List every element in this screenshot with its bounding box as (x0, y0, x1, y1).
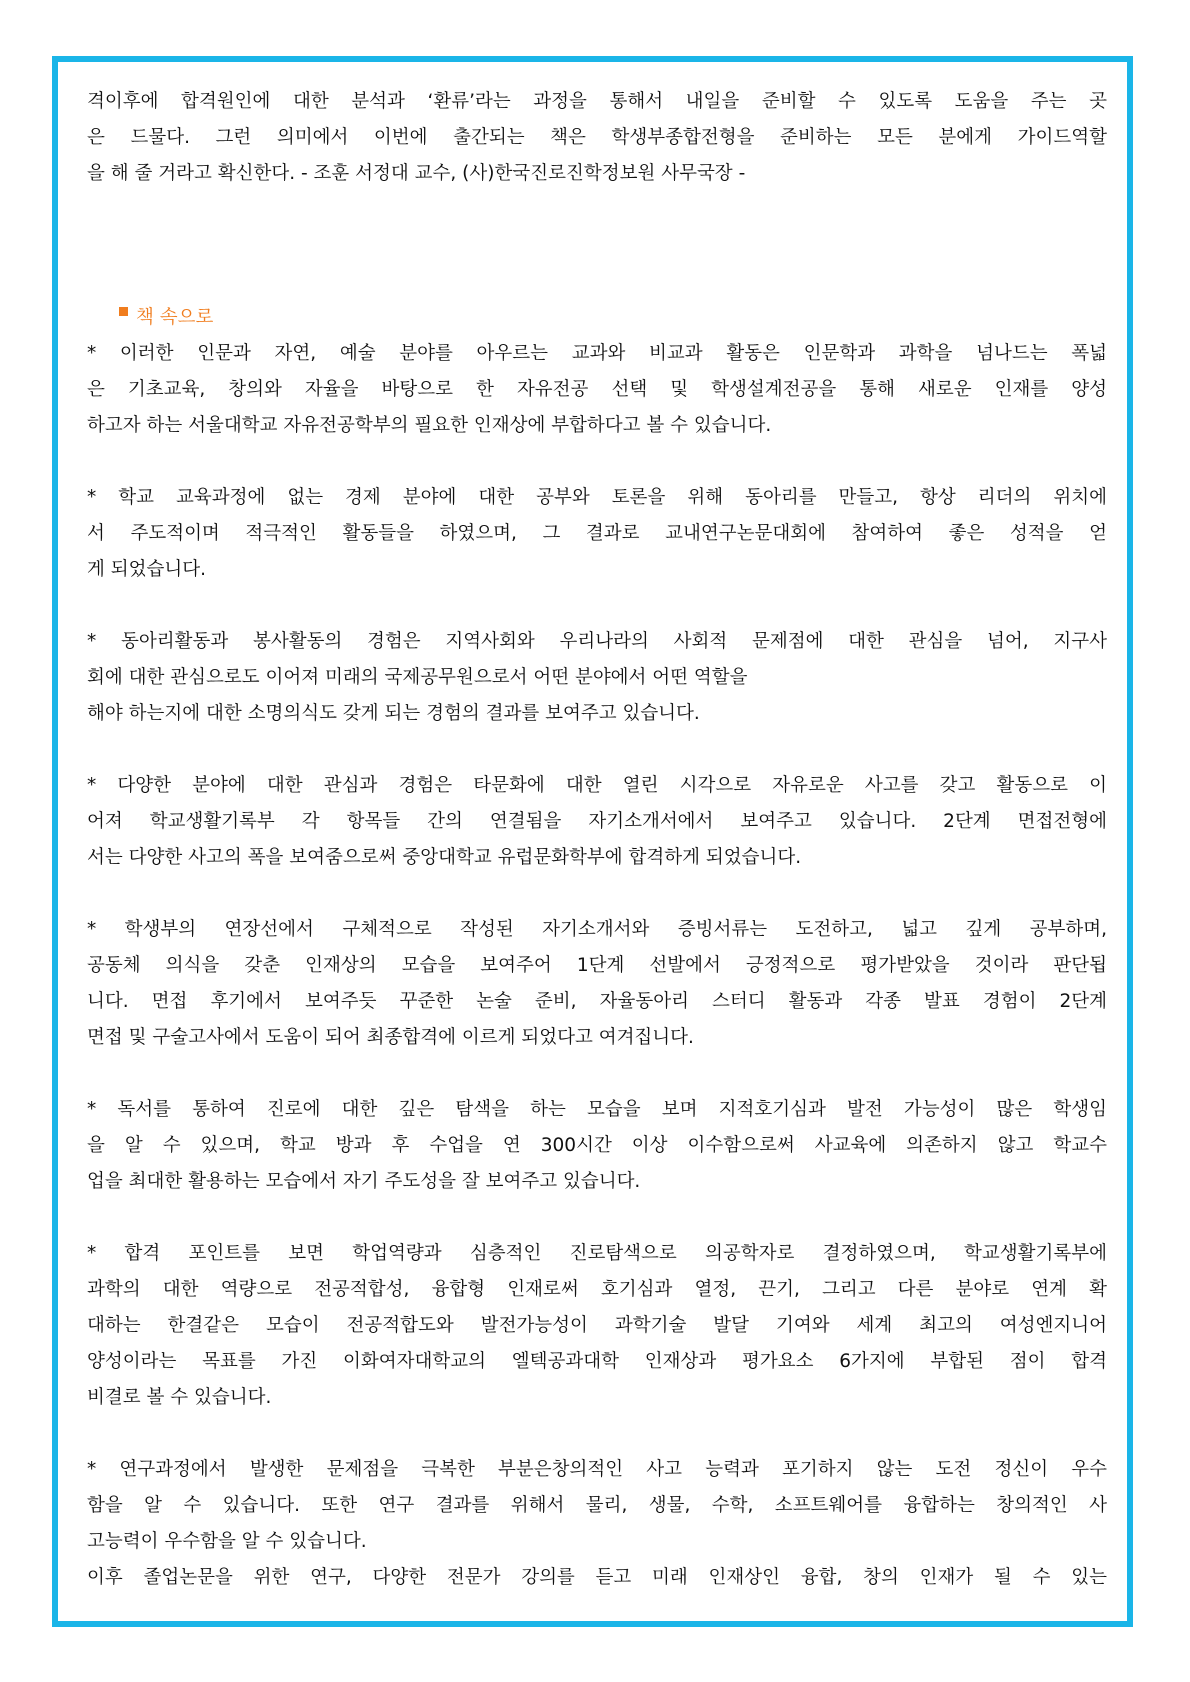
paragraph-line: * 학교 교육과정에 없는 경제 분야에 대한 공부와 토론을 위해 동아리를 만들고, 항상 리더의 위치에 (87, 487, 1107, 508)
intro-line: 을 해 줄 거라고 확신한다. - 조훈 서정대 교수, (사)한국진로진학정보원 사무국장 - (87, 163, 746, 184)
paragraph-line: 은 기초교육, 창의와 자율을 바탕으로 한 자유전공 선택 및 학생설계전공을 통해 새로운 인재를 양성 (87, 379, 1107, 400)
paragraph-line: 업을 최대한 활용하는 모습에서 자기 주도성을 잘 보여주고 있습니다. (87, 1171, 641, 1192)
paragraph-line: 해야 하는지에 대한 소명의식도 갖게 되는 경험의 결과를 보여주고 있습니다. (87, 703, 700, 724)
paragraph-line: * 연구과정에서 발생한 문제점을 극복한 부분은창의적인 사고 능력과 포기하지 않는 도전 정신이 우수 (87, 1459, 1107, 1480)
paragraph-line: 면접 및 구술고사에서 도움이 되어 최종합격에 이르게 되었다고 여겨집니다. (87, 1027, 694, 1048)
paragraph-line: * 합격 포인트를 보면 학업역량과 심층적인 진로탐색으로 의공학자로 결정하였으며, 학교생활기록부에 (87, 1243, 1107, 1264)
square-bullet-icon (119, 307, 128, 316)
paragraph-line: 과학의 대한 역량으로 전공적합성, 융합형 인재로써 호기심과 열정, 끈기, 그리고 다른 분야로 연계 확 (87, 1279, 1107, 1300)
paragraph-line: 어져 학교생활기록부 각 항목들 간의 연결됨을 자기소개서에서 보여주고 있습니다. 2단계 면접전형에 (87, 811, 1107, 832)
paragraph-line: 양성이라는 목표를 가진 이화여자대학교의 엘텍공과대학 인재상과 평가요소 6가지에 부합된 점이 합격 (87, 1351, 1107, 1372)
paragraph-line: 대하는 한결같은 모습이 전공적합도와 발전가능성이 과학기술 발달 기여와 세계 최고의 여성엔지니어 (87, 1315, 1107, 1336)
intro-quote (87, 84, 1107, 192)
paragraph-line: * 학생부의 연장선에서 구체적으로 작성된 자기소개서와 증빙서류는 도전하고, 넓고 깊게 공부하며, (87, 919, 1107, 940)
paragraph-5 (87, 912, 1107, 1056)
paragraph-line: 회에 대한 관심으로도 이어져 미래의 국제공무원으로서 어떤 분야에서 어떤 역할을 (87, 667, 748, 688)
paragraph-7 (87, 1236, 1107, 1416)
paragraph-line: 니다. 면접 후기에서 보여주듯 꾸준한 논술 준비, 자율동아리 스터디 활동과 각종 발표 경험이 2단계 (87, 991, 1107, 1012)
document-body (87, 84, 1107, 1596)
paragraph-line: 함을 알 수 있습니다. 또한 연구 결과를 위해서 물리, 생물, 수학, 소프트웨어를 융합하는 창의적인 사 (87, 1495, 1107, 1516)
paragraph-6 (87, 1092, 1107, 1200)
section-heading (119, 300, 1107, 336)
paragraph-line: 공동체 의식을 갖춘 인재상의 모습을 보여주어 1단계 선발에서 긍정적으로 평가받았을 것이라 판단됩 (87, 955, 1107, 976)
paragraph-line: 을 알 수 있으며, 학교 방과 후 수업을 연 300시간 이상 이수함으로써 사교육에 의존하지 않고 학교수 (87, 1135, 1107, 1156)
paragraph-4 (87, 768, 1107, 876)
paragraph-line: * 동아리활동과 봉사활동의 경험은 지역사회와 우리나라의 사회적 문제점에 대한 관심을 넘어, 지구사 (87, 631, 1107, 652)
intro-line: 은 드물다. 그런 의미에서 이번에 출간되는 책은 학생부종합전형을 준비하는 모든 분에게 가이드역할 (87, 127, 1107, 148)
paragraph-8 (87, 1452, 1107, 1596)
paragraph-line: 고능력이 우수함을 알 수 있습니다. (87, 1531, 367, 1552)
paragraph-line: * 다양한 분야에 대한 관심과 경험은 타문화에 대한 열린 시각으로 자유로운 사고를 갖고 활동으로 이 (87, 775, 1107, 796)
paragraph-line: 하고자 하는 서울대학교 자유전공학부의 필요한 인재상에 부합하다고 볼 수 있습니다. (87, 415, 772, 436)
intro-line: 격이후에 합격원인에 대한 분석과 ‘환류’라는 과정을 통해서 내일을 준비할 수 있도록 도움을 주는 곳 (87, 91, 1107, 112)
paragraph-1 (87, 336, 1107, 444)
paragraph-line: 비결로 볼 수 있습니다. (87, 1387, 272, 1408)
paragraph-2 (87, 480, 1107, 588)
paragraph-line: 서 주도적이며 적극적인 활동들을 하였으며, 그 결과로 교내연구논문대회에 참여하여 좋은 성적을 얻 (87, 523, 1107, 544)
paragraph-line: 서는 다양한 사고의 폭을 보여줌으로써 중앙대학교 유럽문화학부에 합격하게 되었습니다. (87, 847, 802, 868)
paragraph-line: * 독서를 통하여 진로에 대한 깊은 탐색을 하는 모습을 보며 지적호기심과 발전 가능성이 많은 학생임 (87, 1099, 1107, 1120)
section-heading-text: 책 속으로 (136, 307, 214, 328)
paragraph-line: 이후 졸업논문을 위한 연구, 다양한 전문가 강의를 듣고 미래 인재상인 융합, 창의 인재가 될 수 있는 (87, 1567, 1107, 1588)
paragraph-line: * 이러한 인문과 자연, 예술 분야를 아우르는 교과와 비교과 활동은 인문학과 과학을 넘나드는 폭넓 (87, 343, 1107, 364)
paragraph-line: 게 되었습니다. (87, 559, 206, 580)
paragraph-3 (87, 624, 1107, 732)
